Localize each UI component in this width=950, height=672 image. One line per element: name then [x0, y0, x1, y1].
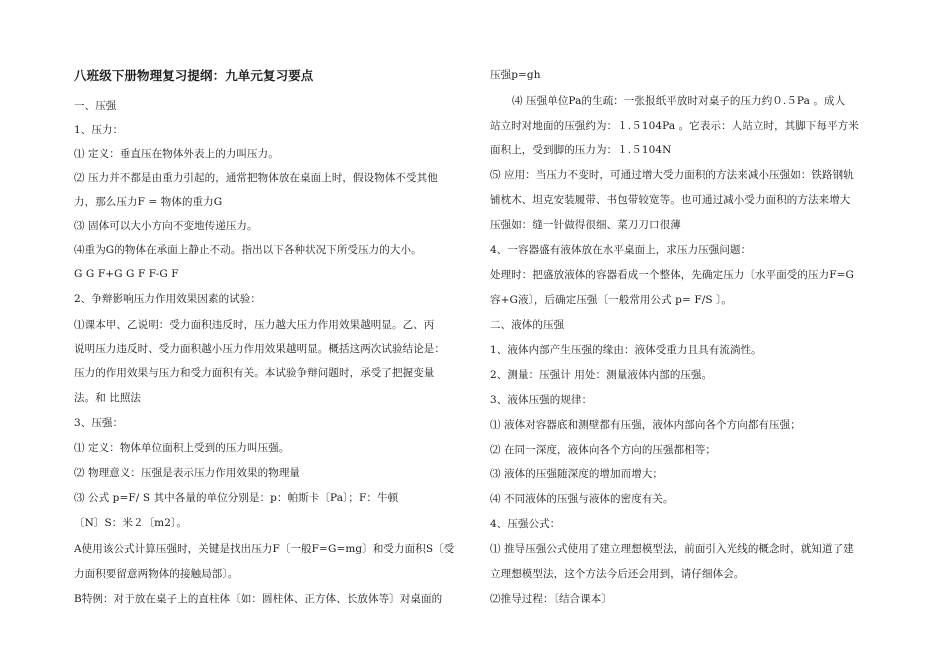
text-line: 面积上，受到脚的压力为：１.５104N: [490, 144, 672, 156]
text-line: 法。和 比照法: [74, 392, 142, 404]
text-line: ⑷ 不同液体的压强与液体的密度有关。: [490, 493, 674, 505]
text-line: ⑵ 物理意义：压强是表示压力作用效果的物理量: [74, 467, 301, 479]
text-line: 1、液体内部产生压强的缘由：液体受重力且具有流淌性。: [490, 344, 762, 356]
text-line: 处理时：把盛放液体的容器看成一个整体，先确定压力〔水平面受的压力F=G: [490, 269, 854, 281]
text-line: ⑶ 固体可以大小方向不变地传递压力。: [74, 220, 258, 232]
text-line: ⑷ 压强单位Pa的生疏：一张报纸平放时对桌子的压力约０.５Pa 。成人: [512, 95, 846, 107]
text-line: ⑸ 应用：当压力不变时，可通过增大受力面积的方法来减小压强如：铁路钢轨: [490, 169, 854, 181]
text-line: ⑶ 公式 p=F/ S 其中各量的单位分别是：p：帕斯卡〔Pa〕；F：牛顿: [74, 492, 399, 504]
text-line: ⑶ 液体的压强随深度的增加而增大；: [490, 468, 664, 480]
text-line: 〔N〕S：米２〔m2〕。: [74, 517, 187, 529]
text-line: ⑴ 推导压强公式使用了建立理想模型法，前面引入光线的概念时，就知道了建: [490, 543, 854, 555]
text-line: 压强如：缝一针做得很细、菜刀刀口很薄: [490, 219, 681, 231]
text-line: 4、一容器盛有液体放在水平桌面上，求压力压强问题：: [490, 244, 752, 256]
text-line: 3、压强：: [74, 417, 124, 429]
text-line: ⑷重为G的物体在承面上静止不动。指出以下各种状况下所受压力的大小。: [74, 244, 422, 256]
text-line: 3、液体压强的规律：: [490, 394, 593, 406]
section-heading: 二、液体的压强: [490, 319, 565, 331]
text-line: ⑵推导过程：〔结合课本〕: [490, 593, 612, 605]
text-line: G G F+G G F F-G F: [74, 268, 179, 280]
text-line: A使用该公式计算压强时，关键是找出压力F〔一般F=G=mg〕和受力面积S〔受: [74, 543, 455, 555]
text-line: 2、争辩影响压力作用效果因素的试验：: [74, 293, 261, 305]
text-line: ⑵ 压力并不都是由重力引起的，通常把物体放在桌面上时，假设物体不受其他: [74, 172, 438, 184]
text-line: 立理想模型法，这个方法今后还会用到，请仔细体会。: [490, 568, 745, 580]
text-line: 容+G液〕，后确定压强〔一般常用公式 p= F/S 〕。: [490, 294, 733, 306]
text-line: ⑵ 在同一深度，液体向各个方向的压强都相等；: [490, 444, 717, 456]
text-line: 站立时对地面的压强约为：１.５104Pa 。它表示：人站立时，其脚下每平方米: [490, 120, 859, 132]
document-title: 八班级下册物理复习提纲：九单元复习要点: [74, 68, 314, 83]
text-line: 铺枕木、坦克安装履带、书包带较宽等。也可通过减小受力面积的方法来增大: [490, 194, 851, 206]
text-line: ⑴课本甲、乙说明：受力面积违反时，压力越大压力作用效果越明显。乙、丙: [74, 319, 435, 331]
text-line: B特例：对于放在桌子上的直柱体〔如：圆柱体、正方体、长放体等〕对桌面的: [74, 593, 443, 605]
text-line: 4、压强公式：: [490, 518, 561, 530]
text-line: ⑴ 定义：垂直压在物体外表上的力叫压力。: [74, 148, 279, 160]
text-line: 一、压强: [74, 100, 117, 112]
text-line: 2、测量：压强计 用处：测量液体内部的压强。: [490, 369, 713, 381]
text-line: 说明压力违反时、受力面积越小压力作用效果越明显。概括这两次试验结论是：: [74, 343, 445, 355]
text-line: 力，那么压力F = 物体的重力G: [74, 196, 223, 208]
text-line: 压强p=gh: [490, 69, 541, 81]
text-line: ⑴ 液体对容器底和测壁都有压强，液体内部向各个方向都有压强；: [490, 419, 801, 431]
text-line: 压力的作用效果与压力和受力面积有关。本试验争辩问题时，承受了把握变量: [74, 367, 435, 379]
text-line: ⑴ 定义：物体单位面积上受到的压力叫压强。: [74, 442, 290, 454]
text-line: 力面积要留意两物体的接触局部〕。: [74, 568, 239, 580]
text-line: 1、压力：: [74, 124, 124, 136]
